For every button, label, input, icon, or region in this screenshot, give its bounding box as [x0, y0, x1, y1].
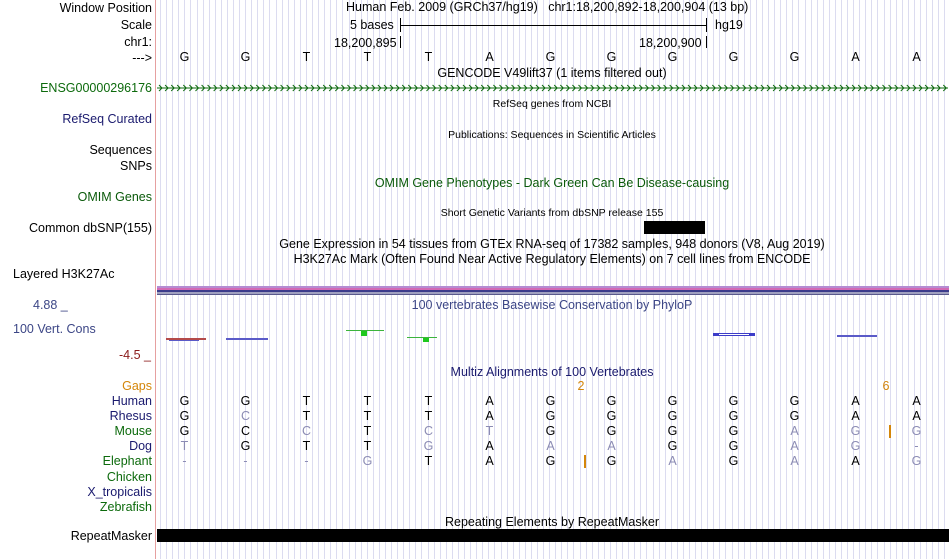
alignment-base: A: [851, 454, 860, 469]
conservation-min-label: -4.5 _: [119, 348, 151, 362]
alignment-base: C: [240, 424, 251, 439]
reference-base: G: [240, 50, 251, 64]
species-label-chicken[interactable]: Chicken: [106, 469, 152, 484]
alignment-base: G: [179, 394, 190, 408]
alignment-base: G: [423, 439, 434, 454]
alignment-base: G: [606, 454, 617, 469]
publications-sequences-label[interactable]: Sequences: [89, 143, 152, 157]
alignment-base: G: [179, 424, 190, 439]
h3k27ac-signal-bars[interactable]: [157, 286, 949, 296]
gencode-track-title: GENCODE V49lift37 (1 items filtered out): [437, 66, 667, 80]
alignment-base: A: [912, 394, 921, 408]
alignment-base: A: [851, 394, 860, 408]
alignment-base: T: [363, 394, 372, 408]
alignment-base: G: [240, 439, 251, 454]
alignment-base: A: [668, 454, 677, 469]
alignment-base: A: [790, 454, 799, 469]
alignment-base: G: [728, 454, 739, 469]
alignment-base: -: [914, 439, 919, 454]
reference-base: T: [363, 50, 372, 64]
alignment-base: G: [728, 424, 739, 439]
label-separator-line: [155, 0, 156, 559]
h3k27ac-track-label[interactable]: Layered H3K27Ac: [13, 267, 115, 281]
alignment-base: A: [485, 439, 494, 454]
reference-base: G: [728, 50, 739, 64]
reference-base: A: [851, 50, 860, 64]
conservation-track-label[interactable]: 100 Vert. Cons: [13, 322, 96, 336]
chr-label: chr1:: [124, 35, 152, 49]
dbsnp-track-label[interactable]: Common dbSNP(155): [29, 221, 152, 235]
gap-count: 2: [577, 379, 585, 393]
alignment-base: T: [363, 409, 372, 424]
alignment-base: -: [304, 454, 309, 469]
species-label-mouse[interactable]: Mouse: [114, 424, 152, 439]
publications-snps-label[interactable]: SNPs: [120, 159, 152, 173]
alignment-base: G: [667, 409, 678, 424]
conservation-values: [166, 330, 877, 342]
alignment-base: C: [240, 409, 251, 424]
alignment-base: A: [485, 454, 494, 469]
alignment-base: A: [912, 409, 921, 424]
gtex-track-title: Gene Expression in 54 tissues from GTEx RNA-seq of 17382 samples, 948 donors (V8, Aug 2019): [279, 237, 825, 251]
alignment-base: T: [424, 454, 433, 469]
alignment-base: G: [240, 394, 251, 408]
alignment-base: G: [911, 454, 922, 469]
conservation-max-label: 4.88 _: [33, 298, 68, 312]
assembly-position-text: Human Feb. 2009 (GRCh37/hg19) chr1:18,200,892-18,200,904 (13 bp): [346, 0, 749, 14]
alignment-base: A: [790, 439, 799, 454]
alignment-base: G: [606, 409, 617, 424]
alignment-base: A: [485, 409, 494, 424]
alignment-base: G: [545, 424, 556, 439]
alignment-base: T: [363, 439, 372, 454]
ruler-tick-left: [400, 36, 401, 48]
alignment-base: T: [180, 439, 189, 454]
ruler-coordinate-left: 18,200,895: [334, 36, 397, 50]
alignment-base: T: [424, 394, 433, 408]
alignment-base: -: [182, 454, 187, 469]
alignment-base: G: [667, 439, 678, 454]
alignment-base: A: [485, 394, 494, 408]
gap-count: 6: [882, 379, 890, 393]
omim-track-label[interactable]: OMIM Genes: [77, 190, 152, 204]
alignment-base: G: [789, 409, 800, 424]
alignment-base: A: [851, 409, 860, 424]
reference-base: T: [302, 50, 311, 64]
alignment-base: T: [302, 394, 311, 408]
alignment-base: G: [362, 454, 373, 469]
alignment-base: G: [850, 424, 861, 439]
scale-bar-right-tick: [706, 18, 707, 32]
window-position-label: Window Position: [59, 1, 152, 15]
species-label-rhesus[interactable]: Rhesus: [109, 409, 152, 424]
species-label-human[interactable]: Human: [111, 394, 152, 408]
reference-base: T: [424, 50, 433, 64]
ruler-coordinate-right: 18,200,900: [639, 36, 702, 50]
alignment-base: G: [606, 394, 617, 408]
alignment-base: A: [546, 439, 555, 454]
repeatmasker-track-label[interactable]: RepeatMasker: [70, 529, 152, 543]
alignment-base: G: [728, 439, 739, 454]
strand-arrow-label: --->: [132, 51, 152, 65]
conservation-plot[interactable]: [157, 323, 949, 345]
alignment-base: G: [911, 424, 922, 439]
alignment-base: G: [850, 439, 861, 454]
reference-base: G: [545, 50, 556, 64]
gencode-gene-feature[interactable]: [157, 81, 948, 95]
alignment-base: G: [545, 454, 556, 469]
dbsnp-track-title: Short Genetic Variants from dbSNP release 155: [440, 207, 664, 219]
h3k27ac-track-title: H3K27Ac Mark (Often Found Near Active Regulatory Elements) on 7 cell lines from ENCODE: [293, 252, 811, 266]
gencode-track-label[interactable]: ENSG00000296176: [40, 81, 152, 95]
gene-strand-arrows: [157, 81, 948, 95]
scale-db-label: hg19: [715, 18, 743, 32]
scale-bar-left-tick: [400, 18, 401, 32]
h3k27ac-bar-bottom: [157, 294, 949, 295]
scale-label: Scale: [120, 18, 152, 32]
refseq-track-title: RefSeq genes from NCBI: [492, 98, 612, 110]
alignment-base: A: [607, 439, 616, 454]
omim-track-title: OMIM Gene Phenotypes - Dark Green Can Be Disease-causing: [374, 176, 730, 190]
alignment-base: G: [728, 409, 739, 424]
alignment-base: G: [667, 394, 678, 408]
repeatmasker-track-title: Repeating Elements by RepeatMasker: [444, 515, 660, 529]
repeatmasker-element-block[interactable]: [157, 529, 949, 542]
reference-base: G: [789, 50, 800, 64]
scale-bar-text: 5 bases: [350, 18, 394, 32]
reference-base: G: [667, 50, 678, 64]
alignment-base: T: [424, 409, 433, 424]
publications-track-title: Publications: Sequences in Scientific Articles: [448, 129, 656, 141]
alignment-base: G: [545, 409, 556, 424]
multiz-track-title: Multiz Alignments of 100 Vertebrates: [450, 365, 654, 379]
alignment-base: T: [485, 424, 494, 439]
alignment-base: T: [363, 424, 372, 439]
reference-base: A: [912, 50, 921, 64]
conservation-track-title: 100 vertebrates Basewise Conservation by PhyloP: [411, 298, 693, 312]
alignment-base: G: [179, 409, 190, 424]
alignment-base: G: [728, 394, 739, 408]
refseq-track-label[interactable]: RefSeq Curated: [62, 112, 152, 126]
alignment-base: A: [790, 424, 799, 439]
alignment-base: G: [667, 424, 678, 439]
insertion-mark: [889, 425, 891, 438]
alignment-base: T: [302, 409, 311, 424]
reference-base: G: [606, 50, 617, 64]
species-label-zebrafish[interactable]: Zebrafish: [99, 499, 152, 514]
reference-base: A: [485, 50, 494, 64]
species-label-elephant[interactable]: Elephant: [102, 454, 152, 469]
alignment-base: G: [545, 394, 556, 408]
alignment-base: C: [423, 424, 434, 439]
alignment-base: -: [243, 454, 248, 469]
alignment-base: G: [606, 424, 617, 439]
species-label-x_tropicalis[interactable]: X_tropicalis: [87, 484, 152, 499]
scale-bar: [400, 25, 706, 26]
alignment-base: C: [301, 424, 312, 439]
multiz-gaps-label[interactable]: Gaps: [122, 379, 152, 393]
insertion-mark: [584, 455, 586, 468]
ruler-tick-right: [706, 36, 707, 48]
species-label-dog[interactable]: Dog: [129, 439, 152, 454]
dbsnp-variant-block[interactable]: [644, 221, 705, 234]
alignment-base: T: [302, 439, 311, 454]
reference-base: G: [179, 50, 190, 64]
alignment-base: G: [789, 394, 800, 408]
